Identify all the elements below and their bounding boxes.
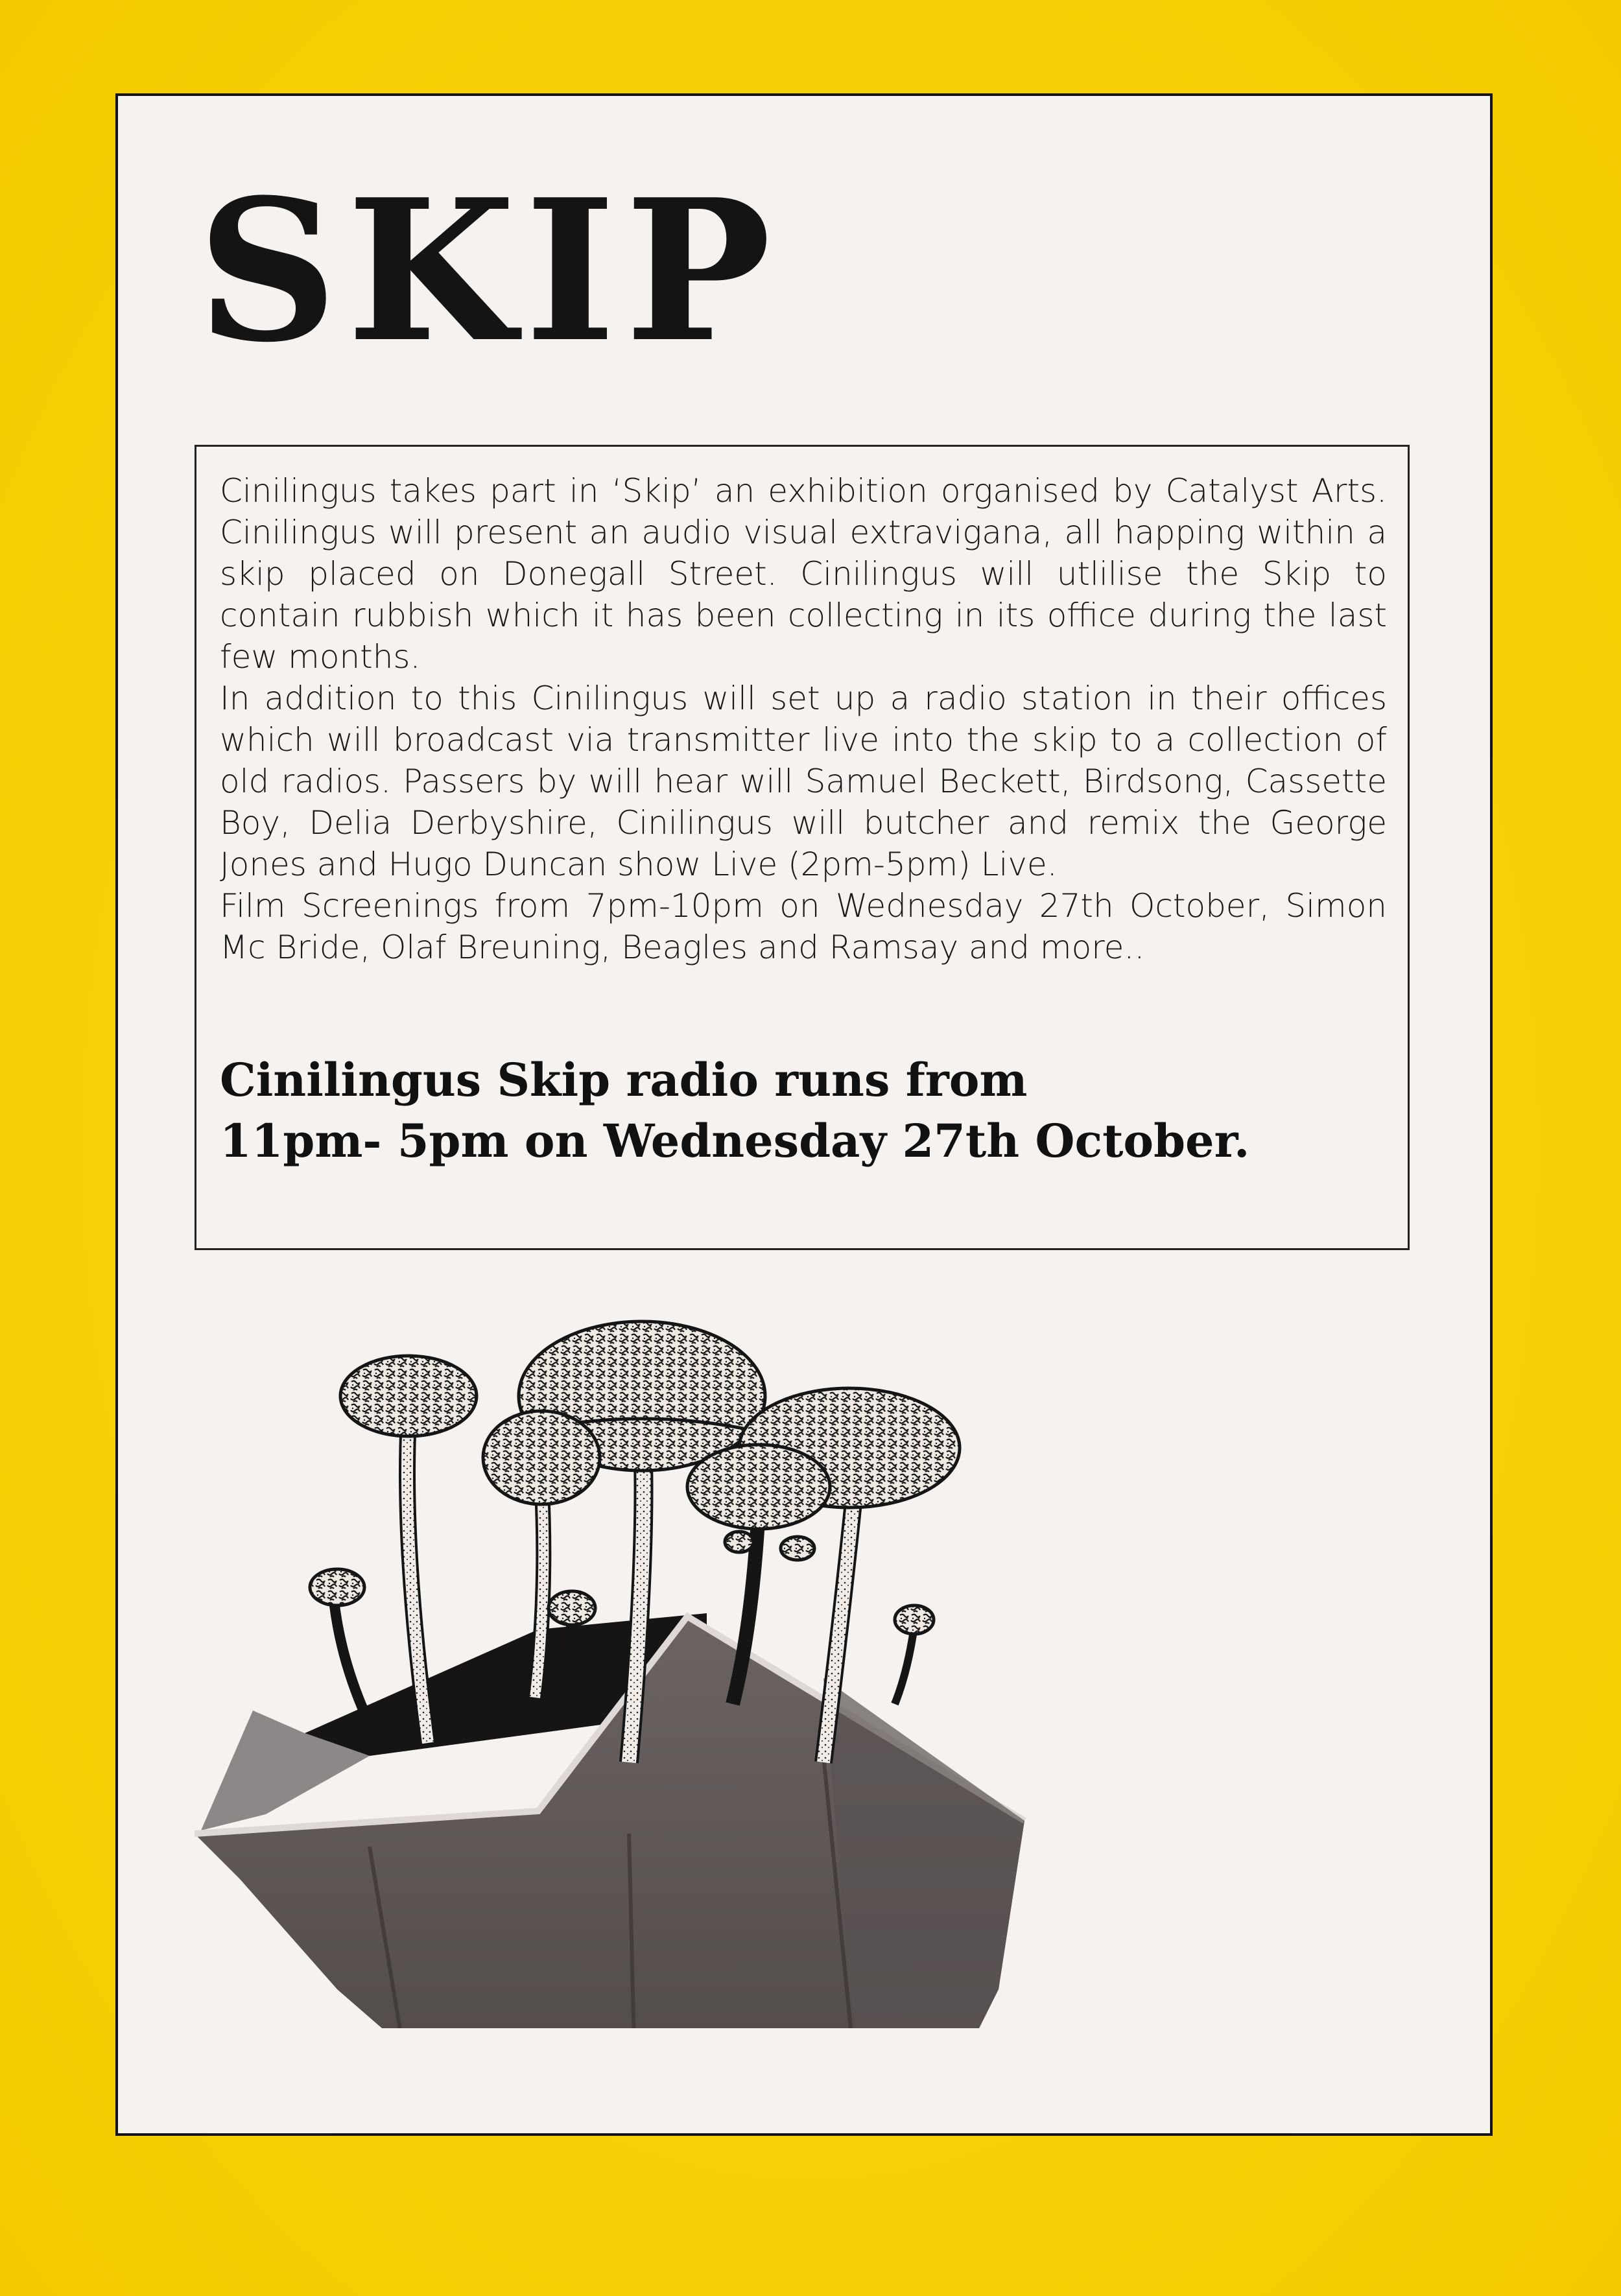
info-box [195, 445, 1410, 1250]
mushrooms-in-skip-illustration [175, 1263, 1187, 2028]
page-title: SKIP [197, 156, 781, 385]
skip-icon [195, 1613, 1024, 2028]
paragraph-film-screenings: Film Screenings from 7pm-10pm on Wednesday 27th October, Simon Mc Bride, Olaf Breuning, Beagles and Ramsay and more.. [220, 887, 1387, 966]
paragraph-radio-station: In addition to this Cinilingus will set up a radio station in their offices which will broadcast via transmitter live into the skip to a collection of old radios. Passers by will hear will Samuel Beckett, Birdsong, Cassette Boy, Delia Derbyshire, Cinilingus will butcher and remix the George Jones and Hugo Duncan show Live (2pm-5pm) Live. [220, 680, 1387, 883]
highlight-line-1: Cinilingus Skip radio runs from [220, 1053, 1028, 1107]
paragraph-skip-intro: Cinilingus takes part in ‘Skip’ an exhibition organised by Catalyst Arts. Cinilingus will present an audio visual extravigana, all happing within a skip placed on Donegall Street. Cinilingus will utlilise the Skip to contain rubbish which it has been collecting in its office during the last few months. [220, 472, 1387, 676]
body-text [220, 470, 1387, 968]
radio-times-highlight [220, 1050, 1387, 1172]
flyer-page [115, 93, 1493, 2136]
highlight-line-2: 11pm- 5pm on Wednesday 27th October. [220, 1114, 1250, 1168]
